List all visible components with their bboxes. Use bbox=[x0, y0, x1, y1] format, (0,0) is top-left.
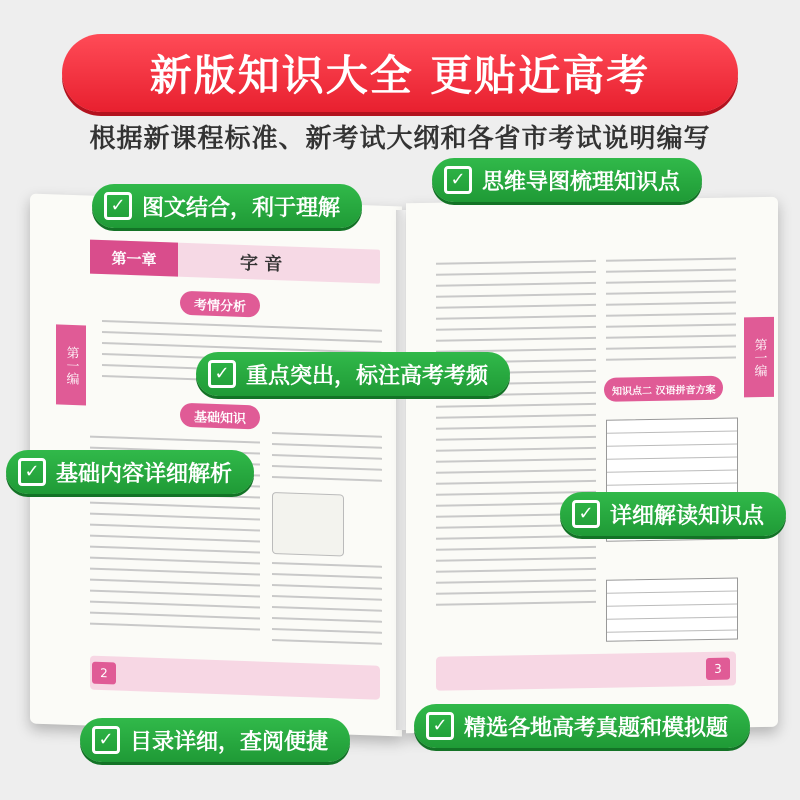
right-page-text-left bbox=[436, 260, 596, 615]
check-icon: ✓ bbox=[92, 726, 120, 754]
tone-table bbox=[606, 577, 738, 641]
right-page bbox=[406, 197, 778, 733]
check-icon: ✓ bbox=[104, 192, 132, 220]
badge-basic-content: ✓ 基础内容详细解析 bbox=[6, 450, 254, 494]
badge-detailed-explanation: ✓ 详细解读知识点 bbox=[560, 492, 786, 536]
right-column-text-2 bbox=[272, 562, 382, 654]
check-icon: ✓ bbox=[444, 166, 472, 194]
left-page-number: 2 bbox=[92, 662, 116, 685]
chapter-header bbox=[90, 240, 380, 284]
check-icon: ✓ bbox=[208, 360, 236, 388]
right-column-text bbox=[272, 432, 382, 491]
check-icon: ✓ bbox=[18, 458, 46, 486]
chapter-title: 字 音 bbox=[240, 252, 283, 276]
right-page-text-right bbox=[606, 257, 736, 369]
right-page-number: 3 bbox=[706, 658, 730, 680]
badge-table-of-contents: ✓ 目录详细，查阅便捷 bbox=[80, 718, 350, 762]
section-basics: 基础知识 bbox=[180, 403, 260, 430]
check-icon: ✓ bbox=[426, 712, 454, 740]
section-analysis: 考情分析 bbox=[180, 291, 260, 318]
headline-banner bbox=[62, 34, 738, 112]
right-side-tab: 第一编 bbox=[744, 317, 774, 398]
knowledge-point-label: 知识点二 汉语拼音方案 bbox=[604, 376, 723, 402]
chapter-tag: 第一章 bbox=[90, 240, 178, 277]
left-side-tab: 第一编 bbox=[56, 324, 86, 405]
badge-exam-questions: ✓ 精选各地高考真题和模拟题 bbox=[414, 704, 750, 748]
badge-mindmap: ✓ 思维导图梳理知识点 bbox=[432, 158, 702, 202]
illustration bbox=[272, 492, 344, 557]
headline-text: 新版知识大全 更贴近高考 bbox=[149, 51, 651, 100]
subtitle: 根据新课程标准、新考试大纲和各省市考试说明编写 bbox=[89, 124, 711, 154]
right-strip bbox=[436, 651, 736, 690]
story-strip bbox=[90, 656, 380, 700]
badge-key-points: ✓ 重点突出，标注高考考频 bbox=[196, 352, 510, 396]
check-icon: ✓ bbox=[572, 500, 600, 528]
badge-illustrated: ✓ 图文结合，利于理解 bbox=[92, 184, 362, 228]
